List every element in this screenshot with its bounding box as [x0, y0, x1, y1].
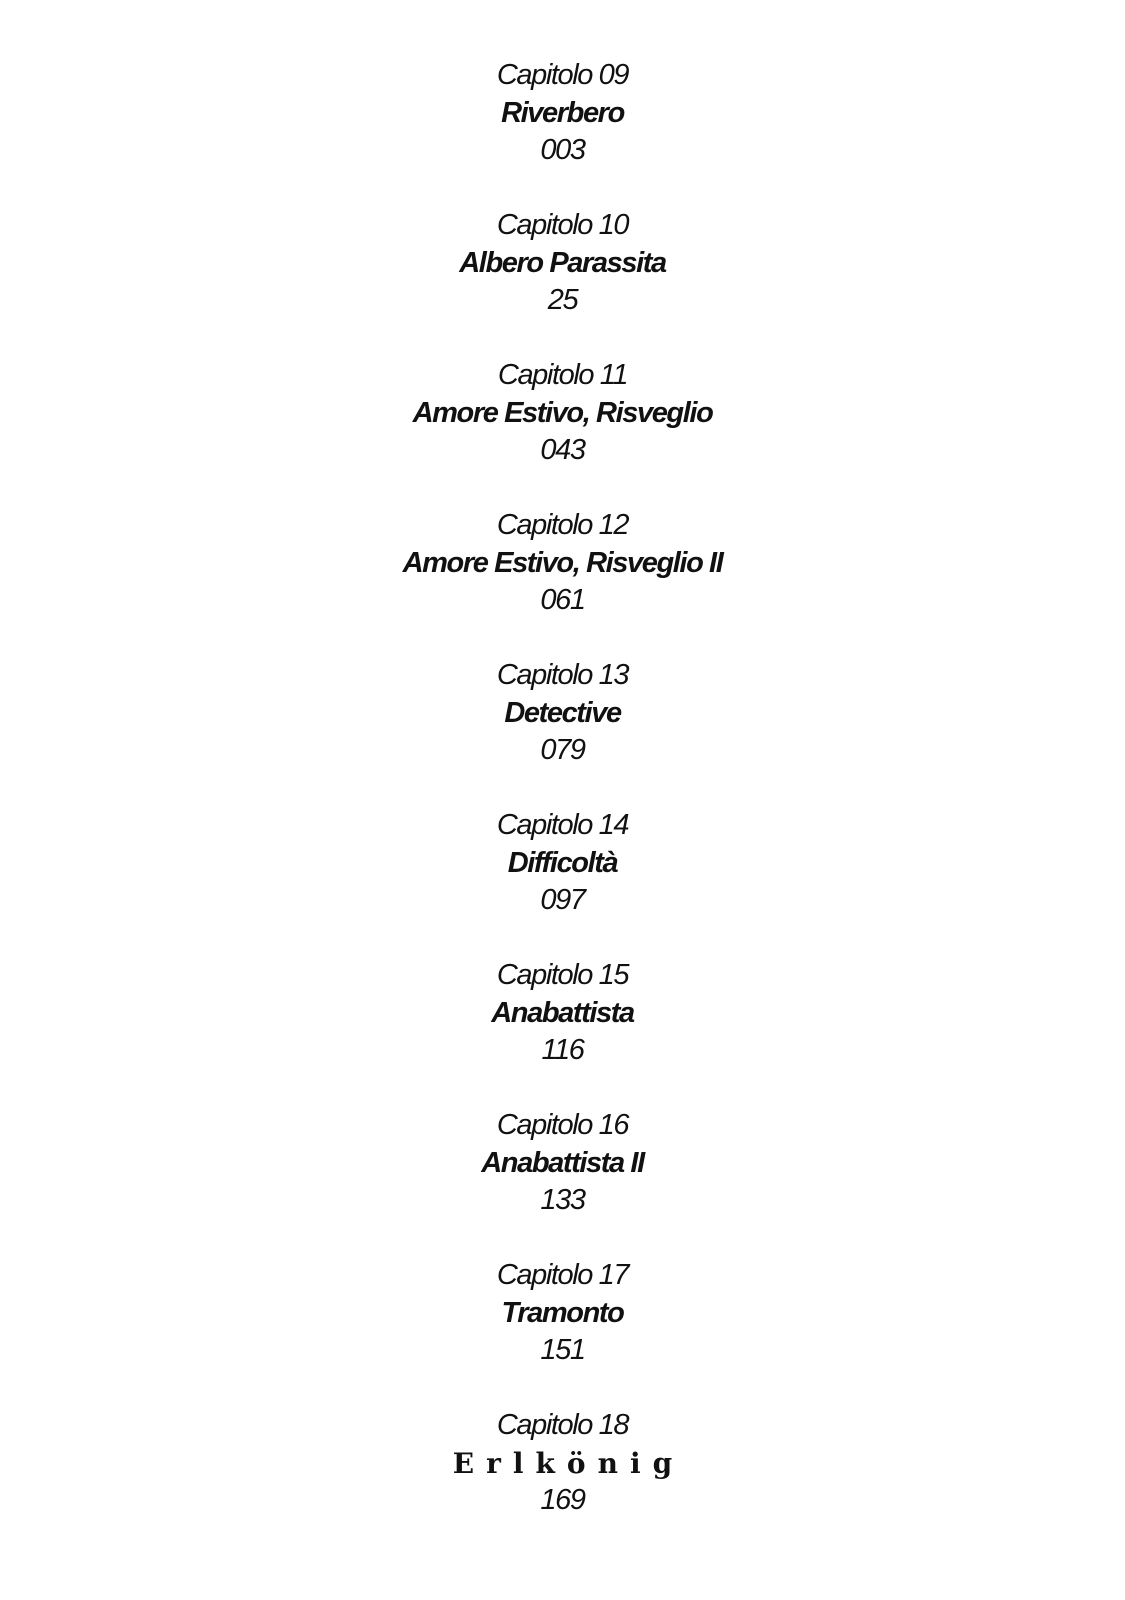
chapter-title: Riverbero: [501, 96, 624, 129]
toc-entry-chapter-16: [0, 1107, 1125, 1257]
page-number: 169: [540, 1484, 585, 1516]
chapter-title: Amore Estivo, Risveglio: [412, 396, 713, 429]
toc-entry-chapter-09: [0, 57, 1125, 207]
page-number: 097: [540, 884, 585, 916]
toc-entry-chapter-12: [0, 507, 1125, 657]
chapter-label: Capitolo 16: [496, 1109, 629, 1141]
page-number: 116: [541, 1034, 584, 1066]
chapter-label: Capitolo 10: [496, 209, 629, 241]
toc-entry-chapter-13: [0, 657, 1125, 807]
toc-entry-chapter-15: [0, 957, 1125, 1107]
toc-entry-chapter-11: [0, 357, 1125, 507]
toc-entry-chapter-17: [0, 1257, 1125, 1407]
chapter-label: Capitolo 13: [496, 659, 629, 691]
chapter-label: Capitolo 11: [497, 359, 628, 391]
chapter-title: Amore Estivo, Risveglio II: [402, 546, 723, 579]
chapter-label: Capitolo 14: [496, 809, 629, 841]
chapter-title: Anabattista II: [481, 1146, 644, 1179]
chapter-label: Capitolo 09: [496, 59, 629, 91]
page-number: 25: [547, 284, 578, 316]
toc-entry-chapter-14: [0, 807, 1125, 957]
table-of-contents: [0, 57, 1125, 1557]
page-number: 003: [540, 134, 585, 166]
chapter-title: Tramonto: [501, 1296, 624, 1329]
chapter-label: Capitolo 15: [496, 959, 629, 991]
chapter-title: Albero Parassita: [459, 246, 666, 279]
page-number: 061: [540, 584, 585, 616]
page-number: 151: [540, 1334, 585, 1366]
chapter-title: Anabattista: [491, 996, 634, 1029]
page-number: 133: [540, 1184, 585, 1216]
page-number: 043: [540, 434, 585, 466]
chapter-label: Capitolo 18: [496, 1409, 629, 1441]
chapter-label: Capitolo 12: [496, 509, 629, 541]
toc-entry-chapter-18: [0, 1407, 1125, 1557]
toc-entry-chapter-10: [0, 207, 1125, 357]
chapter-title: Difficoltà: [507, 846, 618, 879]
chapter-title: Erlkönig: [452, 1446, 685, 1480]
chapter-title: Detective: [504, 696, 621, 729]
page-number: 079: [540, 734, 585, 766]
chapter-label: Capitolo 17: [496, 1259, 629, 1291]
